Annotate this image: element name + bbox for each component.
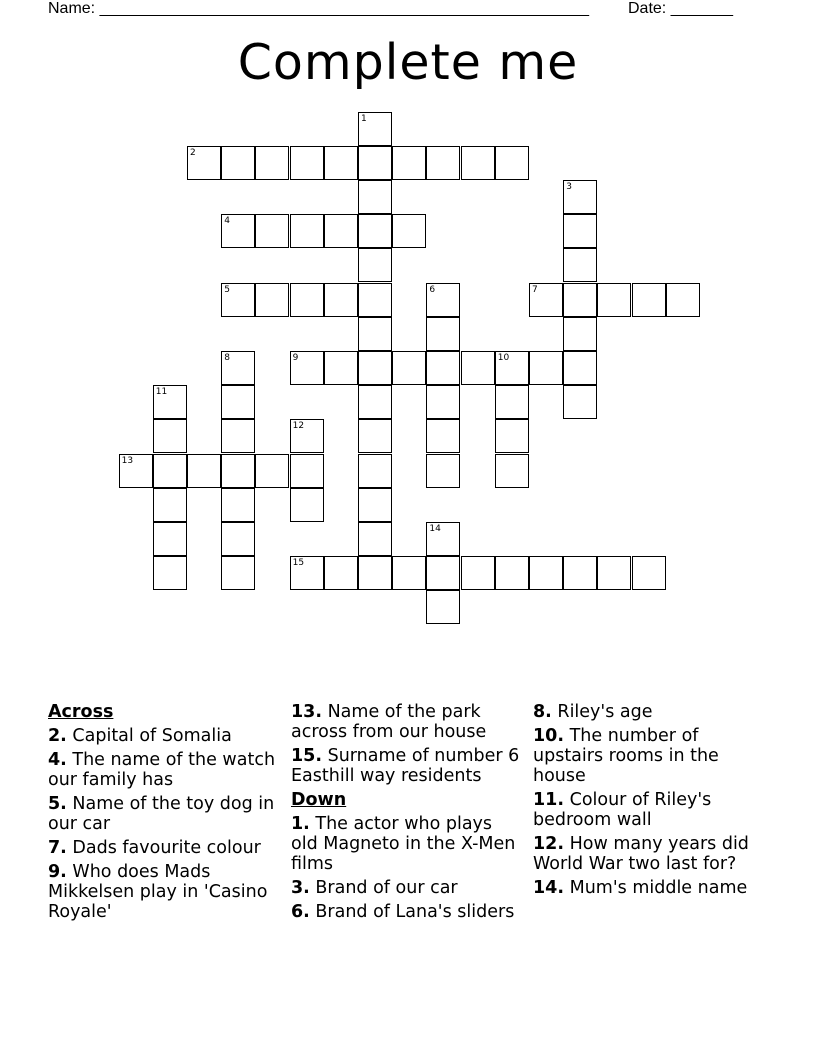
grid-cell[interactable] — [529, 283, 563, 317]
grid-cell[interactable] — [461, 556, 495, 590]
grid-cell[interactable] — [153, 488, 187, 522]
grid-cell[interactable] — [255, 146, 289, 180]
grid-cell[interactable] — [426, 556, 460, 590]
clue-down-14: 14. Mum's middle name — [533, 878, 748, 898]
grid-cell[interactable] — [358, 556, 392, 590]
grid-cell[interactable] — [358, 351, 392, 385]
grid-cell[interactable] — [563, 248, 597, 282]
grid-cell[interactable] — [461, 146, 495, 180]
grid-cell[interactable] — [358, 112, 392, 146]
grid-cell[interactable] — [324, 351, 358, 385]
grid-cell[interactable] — [221, 351, 255, 385]
clue-down-11: 11. Colour of Riley's bedroom wall — [533, 790, 712, 830]
grid-cell[interactable] — [221, 214, 255, 248]
grid-cell[interactable] — [632, 556, 666, 590]
grid-cell[interactable] — [563, 556, 597, 590]
clues-column-2 — [291, 702, 523, 926]
grid-cell[interactable] — [358, 522, 392, 556]
grid-cell[interactable] — [529, 351, 563, 385]
grid-cell[interactable] — [563, 385, 597, 419]
grid-cell[interactable] — [221, 454, 255, 488]
clue-down-10: 10. The number of upstairs rooms in the house — [533, 726, 719, 786]
grid-cell[interactable] — [358, 146, 392, 180]
down-heading: Down — [291, 790, 347, 810]
grid-cell[interactable] — [290, 454, 324, 488]
grid-cell[interactable] — [153, 419, 187, 453]
cell-number: 15 — [292, 558, 305, 569]
grid-cell[interactable] — [221, 146, 255, 180]
grid-cell[interactable] — [255, 454, 289, 488]
grid-cell[interactable] — [290, 283, 324, 317]
grid-cell[interactable] — [358, 454, 392, 488]
name-field-label[interactable]: Name: _______________________________________________________ — [48, 0, 589, 17]
grid-cell[interactable] — [392, 214, 426, 248]
clue-across-9: 9. Who does Mads Mikkelsen play in 'Casino Royale' — [48, 862, 268, 922]
grid-cell[interactable] — [495, 419, 529, 453]
grid-cell[interactable] — [495, 385, 529, 419]
cell-number: 7 — [532, 284, 538, 295]
grid-cell[interactable] — [324, 214, 358, 248]
cell-number: 4 — [224, 216, 230, 227]
grid-cell[interactable] — [392, 146, 426, 180]
clues-column-3 — [533, 702, 773, 902]
cell-number: 12 — [292, 421, 305, 432]
grid-cell[interactable] — [426, 317, 460, 351]
cell-number: 14 — [429, 524, 441, 534]
clue-down-1: 1. The actor who plays old Magneto in the X-Men films — [291, 814, 516, 874]
grid-cell[interactable] — [324, 556, 358, 590]
grid-cell[interactable] — [153, 522, 187, 556]
grid-cell[interactable] — [495, 556, 529, 590]
grid-cell[interactable] — [221, 522, 255, 556]
grid-cell[interactable] — [426, 385, 460, 419]
grid-cell[interactable] — [221, 283, 255, 317]
clue-down-12: 12. How many years did World War two last for? — [533, 834, 749, 874]
grid-cell[interactable] — [290, 146, 324, 180]
grid-cell[interactable] — [290, 351, 324, 385]
clue-down-8: 8. Riley's age — [533, 702, 653, 722]
grid-cell[interactable] — [563, 351, 597, 385]
grid-cell[interactable] — [187, 454, 221, 488]
grid-cell[interactable] — [358, 317, 392, 351]
cell-number: 3 — [566, 182, 572, 192]
cell-number: 11 — [155, 387, 168, 398]
grid-cell[interactable] — [290, 214, 324, 248]
grid-cell[interactable] — [426, 419, 460, 453]
grid-cell[interactable] — [290, 488, 324, 522]
grid-cell[interactable] — [358, 248, 392, 282]
cell-number: 1 — [361, 113, 367, 124]
cell-number: 10 — [497, 353, 510, 363]
grid-cell[interactable] — [358, 180, 392, 214]
clue-across-5: 5. Name of the toy dog in our car — [48, 794, 275, 834]
grid-cell[interactable] — [597, 556, 631, 590]
grid-cell[interactable] — [358, 419, 392, 453]
cell-number: 8 — [224, 353, 230, 363]
grid-cell[interactable] — [495, 146, 529, 180]
clue-across-13: 13. Name of the park across from our house — [291, 702, 487, 742]
grid-cell[interactable] — [290, 556, 324, 590]
clue-down-6: 6. Brand of Lana's sliders — [291, 902, 515, 922]
page-title: Complete me — [237, 34, 579, 91]
grid-cell[interactable] — [153, 454, 187, 488]
clue-down-3: 3. Brand of our car — [291, 878, 458, 898]
grid-cell[interactable] — [187, 146, 221, 180]
grid-cell[interactable] — [426, 522, 460, 556]
clues-column-1 — [48, 702, 280, 926]
grid-cell[interactable] — [221, 419, 255, 453]
grid-cell[interactable] — [563, 283, 597, 317]
grid-cell[interactable] — [666, 283, 700, 317]
grid-cell[interactable] — [495, 454, 529, 488]
grid-cell[interactable] — [632, 283, 666, 317]
cell-number: 9 — [292, 353, 299, 363]
grid-cell[interactable] — [221, 556, 255, 590]
grid-cell[interactable] — [597, 283, 631, 317]
grid-cell[interactable] — [529, 556, 563, 590]
grid-cell[interactable] — [392, 351, 426, 385]
cell-number: 2 — [190, 147, 196, 158]
grid-cell[interactable] — [358, 214, 392, 248]
grid-cell[interactable] — [426, 590, 460, 624]
grid-cell[interactable] — [221, 488, 255, 522]
grid-cell[interactable] — [221, 385, 255, 419]
grid-cell[interactable] — [563, 317, 597, 351]
cell-number: 6 — [429, 284, 436, 295]
grid-cell[interactable] — [426, 146, 460, 180]
grid-cell[interactable] — [426, 351, 460, 385]
grid-cell[interactable] — [358, 385, 392, 419]
grid-cell[interactable] — [426, 454, 460, 488]
grid-cell[interactable] — [358, 283, 392, 317]
grid-cell[interactable] — [153, 385, 187, 419]
grid-cell[interactable] — [392, 556, 426, 590]
clue-across-7: 7. Dads favourite colour — [48, 838, 261, 858]
date-field-label[interactable]: Date: _______ — [628, 0, 733, 17]
grid-cell[interactable] — [461, 351, 495, 385]
clue-across-15: 15. Surname of number 6 Easthill way residents — [291, 746, 520, 786]
grid-cell[interactable] — [290, 419, 324, 453]
grid-cell[interactable] — [324, 146, 358, 180]
across-heading: Across — [48, 702, 114, 722]
grid-cell[interactable] — [563, 214, 597, 248]
grid-cell[interactable] — [495, 351, 529, 385]
grid-cell[interactable] — [426, 283, 460, 317]
grid-cell[interactable] — [119, 454, 153, 488]
grid-cell[interactable] — [255, 214, 289, 248]
grid-cell[interactable] — [563, 180, 597, 214]
grid-cell[interactable] — [358, 488, 392, 522]
clue-across-2: 2. Capital of Somalia — [48, 726, 232, 746]
cell-number: 5 — [224, 284, 230, 295]
grid-cell[interactable] — [153, 556, 187, 590]
clue-across-4: 4. The name of the watch our family has — [48, 750, 276, 790]
grid-cell[interactable] — [324, 283, 358, 317]
cell-number: 13 — [121, 455, 134, 466]
grid-cell[interactable] — [255, 283, 289, 317]
